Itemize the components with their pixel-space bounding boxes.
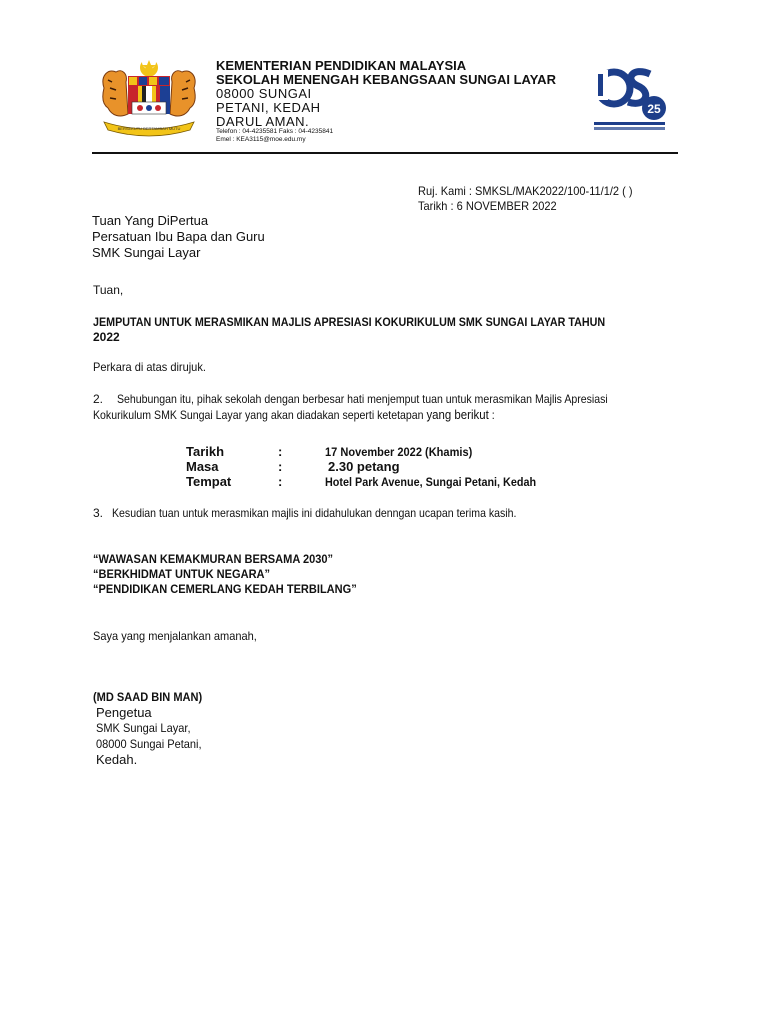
school-transformation-25-logo	[592, 64, 667, 134]
detail-value-masa: 2.30 petang	[328, 459, 400, 474]
signatory-address1: 08000 Sungai Petani,	[96, 737, 202, 751]
paragraph-2-line2-text: Kokurikulum SMK Sungai Layar yang akan diadakan seperti ketetapan	[93, 408, 427, 422]
signatory-org: SMK Sungai Layar,	[96, 721, 191, 735]
paragraph-1: Perkara di atas dirujuk.	[93, 360, 206, 374]
school-name: SEKOLAH MENENGAH KEBANGSAAN SUNGAI LAYAR	[216, 72, 556, 87]
paragraph-2-line2-emphasis: yang berikut	[426, 407, 489, 422]
phone-fax: Telefon : 04-4235581 Faks : 04-4235841	[216, 128, 334, 135]
reference-number: Ruj. Kami : SMKSL/MAK2022/100-11/1/2 ( )	[418, 184, 633, 198]
detail-label-tempat: Tempat	[186, 474, 232, 489]
slogan-1: “WAWASAN KEMAKMURAN BERSAMA 2030”	[93, 552, 334, 566]
paragraph-3-number: 3.	[93, 506, 104, 520]
paragraph-2-line1: Sehubungan itu, pihak sekolah dengan berbesar hati menjemput tuan untuk merasmikan Majlis Apresiasi	[117, 392, 608, 406]
ministry-name: KEMENTERIAN PENDIDIKAN MALAYSIA	[216, 58, 467, 73]
slogan-2: “BERKHIDMAT UNTUK NEGARA”	[93, 567, 271, 581]
detail-colon: :	[278, 474, 283, 489]
detail-label-tarikh: Tarikh	[186, 444, 225, 459]
salutation: Tuan,	[93, 283, 124, 297]
detail-colon: :	[278, 459, 283, 474]
recipient-line2: Persatuan Ibu Bapa dan Guru	[92, 229, 265, 244]
header-divider	[92, 152, 678, 154]
subject-line1: JEMPUTAN UNTUK MERASMIKAN MAJLIS APRESIASI KOKURIKULUM SMK SUNGAI LAYAR TAHUN	[93, 315, 606, 329]
address-line2: PETANI, KEDAH	[216, 100, 321, 115]
email: Emel : KEA3115@moe.edu.my	[216, 136, 306, 143]
letter-date: Tarikh : 6 NOVEMBER 2022	[418, 199, 557, 213]
recipient-line1: Tuan Yang DiPertua	[92, 213, 209, 228]
detail-value-tarikh: 17 November 2022 (Khamis)	[325, 445, 473, 459]
closing-line: Saya yang menjalankan amanah,	[93, 629, 257, 643]
paragraph-2-number: 2.	[93, 392, 104, 406]
signatory-title: Pengetua	[96, 705, 152, 720]
detail-colon: :	[278, 444, 283, 459]
signatory-address2: Kedah.	[96, 752, 138, 767]
svg-text:BERSEKUTU BERTAMBAH MUTU: BERSEKUTU BERTAMBAH MUTU	[117, 126, 181, 131]
recipient-line3: SMK Sungai Layar	[92, 245, 201, 260]
svg-text:25: 25	[647, 102, 661, 116]
slogan-3: “PENDIDIKAN CEMERLANG KEDAH TERBILANG”	[93, 582, 357, 596]
paragraph-2-line2-colon: :	[488, 408, 495, 422]
subject-line2: 2022	[93, 330, 120, 344]
address-line1: 08000 SUNGAI	[216, 86, 312, 101]
malaysia-coat-of-arms-icon	[98, 58, 200, 138]
detail-value-tempat: Hotel Park Avenue, Sungai Petani, Kedah	[325, 475, 537, 489]
signatory-name: (MD SAAD BIN MAN)	[93, 690, 203, 704]
address-line3: DARUL AMAN.	[216, 114, 310, 129]
detail-label-masa: Masa	[186, 459, 219, 474]
paragraph-3-text: Kesudian tuan untuk merasmikan majlis ini didahulukan denngan ucapan terima kasih.	[112, 506, 517, 520]
paragraph-2-line2	[93, 407, 495, 422]
